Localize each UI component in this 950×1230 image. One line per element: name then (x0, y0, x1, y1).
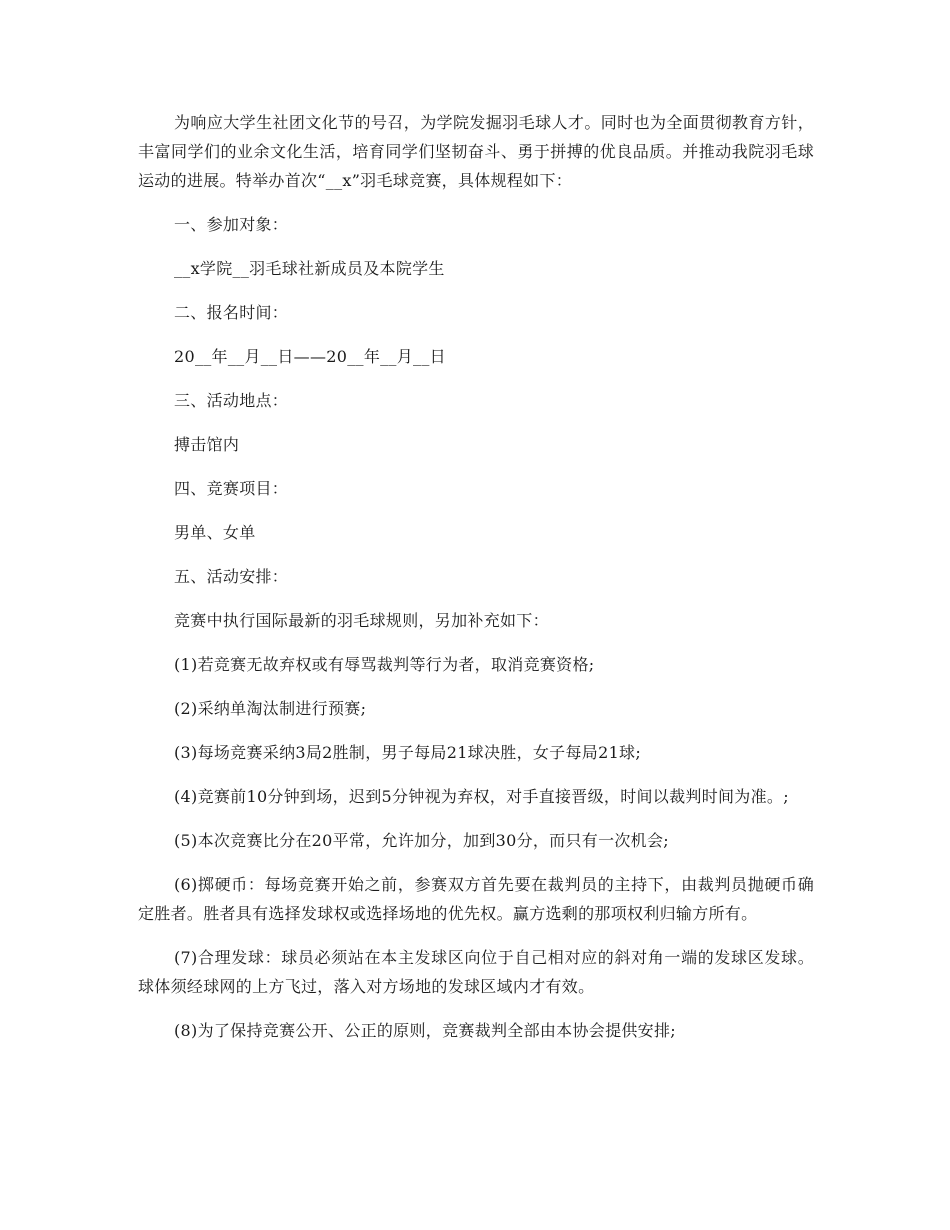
section-heading-events: 四、竞赛项目： (174, 479, 289, 498)
section-heading-venue: 三、活动地点： (174, 391, 289, 410)
rule-item-6: (6)掷硬币：每场竞赛开始之前，参赛双方首先要在裁判员的主持下，由裁判员抛硬币确定胜者。胜者具有选择发球权或选择场地的优先权。赢方选剩的那项权利归输方所有。 (138, 875, 814, 923)
rule-item-5: (5)本次竞赛比分在20平常，允许加分，加到30分，而只有一次机会; (174, 831, 669, 850)
section-heading-participants: 一、参加对象： (174, 215, 289, 234)
rule-item-7: (7)合理发球：球员必须站在本主发球区向位于自己相对应的斜对角一端的发球区发球。球体须经球网的上方飞过，落入对方场地的发球区域内才有效。 (138, 948, 814, 996)
intro-paragraph: 为响应大学生社团文化节的号召，为学院发掘羽毛球人才。同时也为全面贯彻教育方针，丰富同学们的业余文化生活，培育同学们坚韧奋斗、勇于拼搏的优良品质。并推动我院羽毛球运动的进展。特举办首次“__x”羽毛球竞赛，具体规程如下： (138, 113, 814, 190)
section-heading-arrangement: 五、活动安排： (174, 567, 289, 586)
rules-intro: 竞赛中执行国际最新的羽毛球规则，另加补充如下： (174, 611, 549, 630)
events-text: 男单、女单 (174, 523, 256, 542)
rule-item-2: (2)采纳单淘汰制进行预赛; (174, 699, 367, 718)
rule-item-1: (1)若竞赛无故弃权或有辱骂裁判等行为者，取消竞赛资格; (174, 655, 595, 674)
section-heading-registration: 二、报名时间： (174, 303, 289, 322)
rule-item-4: (4)竞赛前10分钟到场，迟到5分钟视为弃权，对手直接晋级，时间以裁判时间为准。; (174, 787, 789, 806)
participants-text: __x学院__羽毛球社新成员及本院学生 (174, 259, 445, 278)
rule-item-3: (3)每场竞赛采纳3局2胜制，男子每局21球决胜，女子每局21球; (174, 743, 642, 762)
venue-text: 搏击馆内 (174, 435, 240, 454)
registration-dates: 20__年__月__日——20__年__月__日 (174, 347, 446, 366)
document-page (138, 108, 814, 1045)
rule-item-8: (8)为了保持竞赛公开、公正的原则，竞赛裁判全部由本协会提供安排; (174, 1021, 676, 1040)
